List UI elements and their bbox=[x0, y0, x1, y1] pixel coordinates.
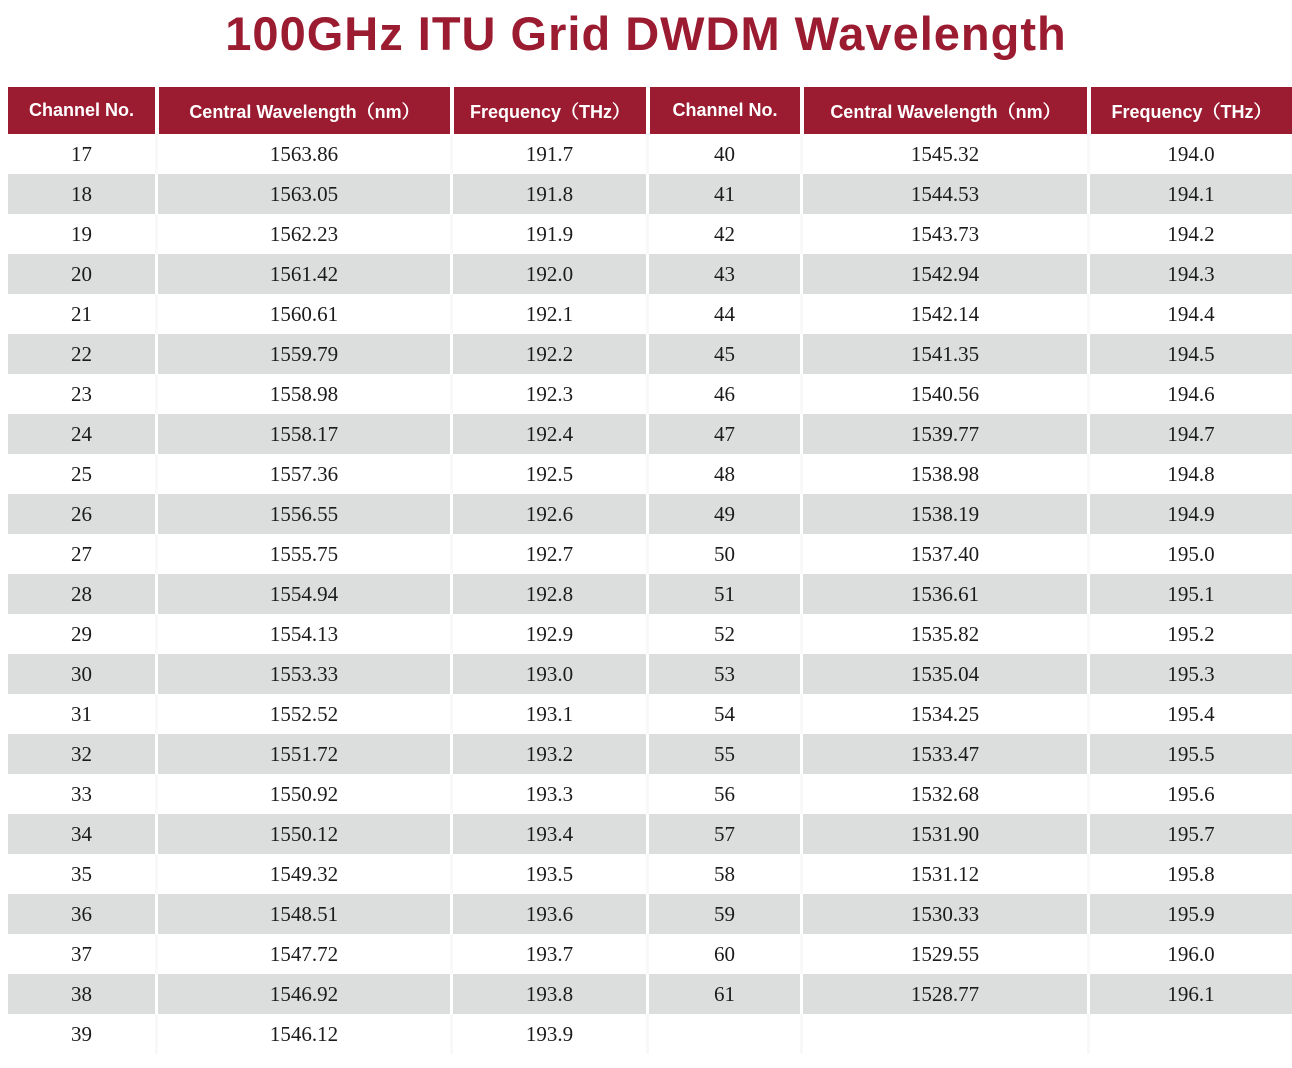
wavelength-cell: 1544.53 bbox=[800, 174, 1087, 214]
table-row bbox=[8, 174, 1292, 214]
wavelength-cell: 1558.17 bbox=[155, 414, 450, 454]
channel-no-cell: 19 bbox=[8, 214, 155, 254]
frequency-cell: 191.8 bbox=[450, 174, 646, 214]
channel-no-cell: 46 bbox=[646, 374, 800, 414]
frequency-cell: 192.8 bbox=[450, 574, 646, 614]
frequency-cell: 193.9 bbox=[450, 1014, 646, 1054]
channel-no-cell: 53 bbox=[646, 654, 800, 694]
frequency-cell: 193.5 bbox=[450, 854, 646, 894]
table-row bbox=[8, 574, 1292, 614]
frequency-cell: 193.0 bbox=[450, 654, 646, 694]
table-row bbox=[8, 814, 1292, 854]
channel-no-cell: 54 bbox=[646, 694, 800, 734]
channel-no-cell: 35 bbox=[8, 854, 155, 894]
wavelength-cell: 1529.55 bbox=[800, 934, 1087, 974]
channel-no-cell: 41 bbox=[646, 174, 800, 214]
wavelength-cell: 1550.12 bbox=[155, 814, 450, 854]
frequency-cell: 192.1 bbox=[450, 294, 646, 334]
channel-no-cell: 30 bbox=[8, 654, 155, 694]
channel-no-cell: 42 bbox=[646, 214, 800, 254]
frequency-cell: 192.3 bbox=[450, 374, 646, 414]
table-row bbox=[8, 1014, 1292, 1054]
wavelength-cell: 1545.32 bbox=[800, 134, 1087, 174]
wavelength-cell: 1552.52 bbox=[155, 694, 450, 734]
wavelength-cell: 1560.61 bbox=[155, 294, 450, 334]
header-row bbox=[8, 87, 1292, 134]
wavelength-cell: 1547.72 bbox=[155, 934, 450, 974]
channel-no-cell: 51 bbox=[646, 574, 800, 614]
table-row bbox=[8, 454, 1292, 494]
channel-no-cell bbox=[646, 1014, 800, 1054]
frequency-cell: 194.7 bbox=[1087, 414, 1292, 454]
table-row bbox=[8, 654, 1292, 694]
wavelength-cell: 1539.77 bbox=[800, 414, 1087, 454]
table-row bbox=[8, 774, 1292, 814]
wavelength-cell: 1554.94 bbox=[155, 574, 450, 614]
wavelength-cell: 1551.72 bbox=[155, 734, 450, 774]
frequency-cell: 195.8 bbox=[1087, 854, 1292, 894]
frequency-cell: 195.5 bbox=[1087, 734, 1292, 774]
wavelength-cell: 1555.75 bbox=[155, 534, 450, 574]
table-row bbox=[8, 934, 1292, 974]
wavelength-cell: 1532.68 bbox=[800, 774, 1087, 814]
wavelength-cell bbox=[800, 1014, 1087, 1054]
table-header bbox=[8, 87, 1292, 134]
frequency-cell: 195.0 bbox=[1087, 534, 1292, 574]
table-row bbox=[8, 614, 1292, 654]
wavelength-cell: 1548.51 bbox=[155, 894, 450, 934]
frequency-cell: 194.3 bbox=[1087, 254, 1292, 294]
wavelength-cell: 1541.35 bbox=[800, 334, 1087, 374]
channel-no-cell: 27 bbox=[8, 534, 155, 574]
frequency-cell: 193.8 bbox=[450, 974, 646, 1014]
wavelength-cell: 1542.94 bbox=[800, 254, 1087, 294]
frequency-cell: 193.1 bbox=[450, 694, 646, 734]
frequency-cell: 194.5 bbox=[1087, 334, 1292, 374]
frequency-cell: 192.6 bbox=[450, 494, 646, 534]
channel-no-cell: 17 bbox=[8, 134, 155, 174]
frequency-cell: 195.1 bbox=[1087, 574, 1292, 614]
channel-no-cell: 49 bbox=[646, 494, 800, 534]
column-header-frequency: Frequency（THz） bbox=[1087, 87, 1292, 134]
channel-no-cell: 52 bbox=[646, 614, 800, 654]
table-row bbox=[8, 414, 1292, 454]
wavelength-cell: 1530.33 bbox=[800, 894, 1087, 934]
frequency-cell: 196.1 bbox=[1087, 974, 1292, 1014]
channel-no-cell: 58 bbox=[646, 854, 800, 894]
wavelength-cell: 1536.61 bbox=[800, 574, 1087, 614]
wavelength-cell: 1553.33 bbox=[155, 654, 450, 694]
channel-no-cell: 20 bbox=[8, 254, 155, 294]
table-row bbox=[8, 734, 1292, 774]
column-header-channel-no: Channel No. bbox=[646, 87, 800, 134]
table-row bbox=[8, 494, 1292, 534]
wavelength-cell: 1528.77 bbox=[800, 974, 1087, 1014]
page-title: 100GHz ITU Grid DWDM Wavelength bbox=[225, 7, 1067, 60]
channel-no-cell: 59 bbox=[646, 894, 800, 934]
wavelength-cell: 1531.90 bbox=[800, 814, 1087, 854]
wavelength-cell: 1562.23 bbox=[155, 214, 450, 254]
channel-no-cell: 31 bbox=[8, 694, 155, 734]
frequency-cell: 195.6 bbox=[1087, 774, 1292, 814]
channel-no-cell: 33 bbox=[8, 774, 155, 814]
wavelength-cell: 1538.19 bbox=[800, 494, 1087, 534]
column-header-frequency: Frequency（THz） bbox=[450, 87, 646, 134]
channel-no-cell: 29 bbox=[8, 614, 155, 654]
wavelength-cell: 1535.04 bbox=[800, 654, 1087, 694]
table-row bbox=[8, 694, 1292, 734]
channel-no-cell: 18 bbox=[8, 174, 155, 214]
column-header-central-wavelength: Central Wavelength（nm） bbox=[800, 87, 1087, 134]
wavelength-cell: 1546.12 bbox=[155, 1014, 450, 1054]
channel-no-cell: 34 bbox=[8, 814, 155, 854]
channel-no-cell: 56 bbox=[646, 774, 800, 814]
channel-no-cell: 57 bbox=[646, 814, 800, 854]
column-header-channel-no: Channel No. bbox=[8, 87, 155, 134]
frequency-cell: 192.9 bbox=[450, 614, 646, 654]
channel-no-cell: 45 bbox=[646, 334, 800, 374]
wavelength-cell: 1563.05 bbox=[155, 174, 450, 214]
table-row bbox=[8, 854, 1292, 894]
frequency-cell: 192.2 bbox=[450, 334, 646, 374]
channel-no-cell: 47 bbox=[646, 414, 800, 454]
table-row bbox=[8, 254, 1292, 294]
wavelength-cell: 1537.40 bbox=[800, 534, 1087, 574]
channel-no-cell: 26 bbox=[8, 494, 155, 534]
frequency-cell: 195.3 bbox=[1087, 654, 1292, 694]
frequency-cell: 193.7 bbox=[450, 934, 646, 974]
frequency-cell: 192.4 bbox=[450, 414, 646, 454]
wavelength-cell: 1546.92 bbox=[155, 974, 450, 1014]
channel-no-cell: 60 bbox=[646, 934, 800, 974]
wavelength-cell: 1549.32 bbox=[155, 854, 450, 894]
table-row bbox=[8, 294, 1292, 334]
wavelength-cell: 1533.47 bbox=[800, 734, 1087, 774]
wavelength-cell: 1535.82 bbox=[800, 614, 1087, 654]
frequency-cell: 195.4 bbox=[1087, 694, 1292, 734]
channel-no-cell: 40 bbox=[646, 134, 800, 174]
table-row bbox=[8, 894, 1292, 934]
frequency-cell: 193.6 bbox=[450, 894, 646, 934]
channel-no-cell: 21 bbox=[8, 294, 155, 334]
channel-no-cell: 37 bbox=[8, 934, 155, 974]
wavelength-cell: 1556.55 bbox=[155, 494, 450, 534]
channel-no-cell: 25 bbox=[8, 454, 155, 494]
wavelength-cell: 1563.86 bbox=[155, 134, 450, 174]
channel-no-cell: 61 bbox=[646, 974, 800, 1014]
frequency-cell: 194.0 bbox=[1087, 134, 1292, 174]
frequency-cell: 194.9 bbox=[1087, 494, 1292, 534]
channel-no-cell: 36 bbox=[8, 894, 155, 934]
table-row bbox=[8, 334, 1292, 374]
frequency-cell: 191.9 bbox=[450, 214, 646, 254]
frequency-cell: 193.2 bbox=[450, 734, 646, 774]
wavelength-cell: 1534.25 bbox=[800, 694, 1087, 734]
frequency-cell bbox=[1087, 1014, 1292, 1054]
frequency-cell: 195.2 bbox=[1087, 614, 1292, 654]
wavelength-cell: 1550.92 bbox=[155, 774, 450, 814]
frequency-cell: 194.4 bbox=[1087, 294, 1292, 334]
channel-no-cell: 22 bbox=[8, 334, 155, 374]
frequency-cell: 192.5 bbox=[450, 454, 646, 494]
wavelength-cell: 1540.56 bbox=[800, 374, 1087, 414]
table-row bbox=[8, 374, 1292, 414]
channel-no-cell: 28 bbox=[8, 574, 155, 614]
table-body bbox=[8, 134, 1292, 1054]
frequency-cell: 192.0 bbox=[450, 254, 646, 294]
wavelength-cell: 1559.79 bbox=[155, 334, 450, 374]
channel-no-cell: 55 bbox=[646, 734, 800, 774]
wavelength-cell: 1531.12 bbox=[800, 854, 1087, 894]
frequency-cell: 194.6 bbox=[1087, 374, 1292, 414]
table-row bbox=[8, 534, 1292, 574]
channel-no-cell: 43 bbox=[646, 254, 800, 294]
channel-no-cell: 23 bbox=[8, 374, 155, 414]
table-row bbox=[8, 974, 1292, 1014]
wavelength-cell: 1542.14 bbox=[800, 294, 1087, 334]
channel-no-cell: 32 bbox=[8, 734, 155, 774]
wavelength-cell: 1538.98 bbox=[800, 454, 1087, 494]
wavelength-cell: 1557.36 bbox=[155, 454, 450, 494]
channel-no-cell: 24 bbox=[8, 414, 155, 454]
frequency-cell: 193.4 bbox=[450, 814, 646, 854]
frequency-cell: 194.1 bbox=[1087, 174, 1292, 214]
frequency-cell: 196.0 bbox=[1087, 934, 1292, 974]
dwdm-wavelength-table bbox=[8, 87, 1292, 1054]
table-row bbox=[8, 214, 1292, 254]
frequency-cell: 193.3 bbox=[450, 774, 646, 814]
wavelength-cell: 1543.73 bbox=[800, 214, 1087, 254]
channel-no-cell: 50 bbox=[646, 534, 800, 574]
frequency-cell: 194.8 bbox=[1087, 454, 1292, 494]
table-row bbox=[8, 134, 1292, 174]
channel-no-cell: 48 bbox=[646, 454, 800, 494]
channel-no-cell: 38 bbox=[8, 974, 155, 1014]
wavelength-cell: 1558.98 bbox=[155, 374, 450, 414]
frequency-cell: 192.7 bbox=[450, 534, 646, 574]
channel-no-cell: 39 bbox=[8, 1014, 155, 1054]
wavelength-cell: 1561.42 bbox=[155, 254, 450, 294]
channel-no-cell: 44 bbox=[646, 294, 800, 334]
frequency-cell: 191.7 bbox=[450, 134, 646, 174]
frequency-cell: 195.9 bbox=[1087, 894, 1292, 934]
column-header-central-wavelength: Central Wavelength（nm） bbox=[155, 87, 450, 134]
wavelength-cell: 1554.13 bbox=[155, 614, 450, 654]
frequency-cell: 195.7 bbox=[1087, 814, 1292, 854]
frequency-cell: 194.2 bbox=[1087, 214, 1292, 254]
